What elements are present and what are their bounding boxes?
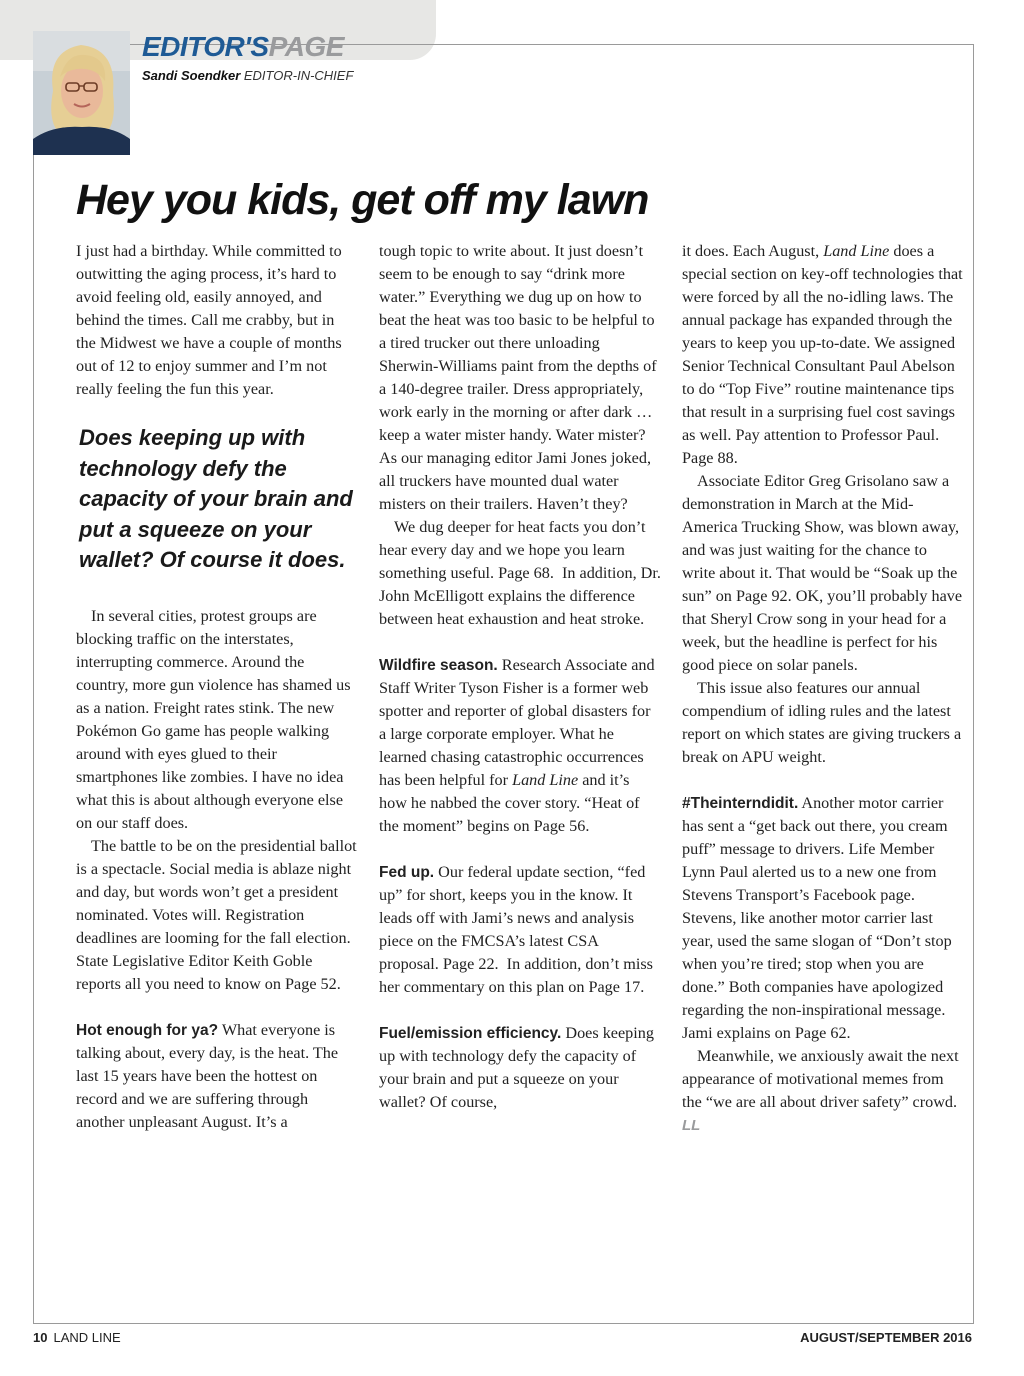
- paragraph: Wildfire season. Research Associate and Staff Writer Tyson Fisher is a former web spotter and reporter of global disasters for a large corporate employer. What he learned chasing catastrophic occurrences has been helpful for Land Line and it’s how he nabbed the cover story. “Heat of the moment” begins on Page 56.: [379, 656, 655, 835]
- paragraph: Hot enough for ya? What everyone is talking about, every day, is the heat. The last 15 years have been the hottest on record and we are suffering through another unpleasant August. It’s a: [76, 1020, 339, 1131]
- paragraph: The battle to be on the presidential ballot is a spectacle. Social media is ablaze night and day, but words won’t get a president nominated. Votes will. Registration deadlines are looming for the fall election. State Legislative Editor Keith Goble reports all you need to know on Page 52.: [76, 836, 357, 993]
- publication-title: LAND LINE: [53, 1330, 121, 1345]
- paragraph: I just had a birthday. While committed to outwitting the aging process, it’s hard to avoid feeling old, easily annoyed, and behind the times. Call me crabby, but in the Midwest we have a couple of months out of 12 to enjoy summer and I’m not really feeling the fun this year.: [76, 242, 342, 398]
- page-number: 10: [33, 1330, 48, 1345]
- pull-quote: Does keeping up with technology defy the capacity of your brain and put a squeeze on your wallet? Of course it does.: [79, 425, 353, 572]
- author-name: Sandi Soendker: [142, 68, 241, 83]
- section-lead-in: Hot enough for ya?: [76, 1021, 219, 1039]
- text-column-1: [76, 240, 358, 1134]
- paragraph: Fed up. Our federal update section, “fed up” for short, keeps you in the know. It leads off with Jami’s news and analysis piece on the FMCSA’s latest CSA proposal. Page 22. In addition, don’t miss her commentary on this plan on Page 17.: [379, 863, 653, 996]
- paragraph: Fuel/emission efficiency. Does keeping up with technology defy the capacity of your brain and put a squeeze on your wallet? Of course,: [379, 1024, 654, 1111]
- footer-left: [33, 1330, 121, 1345]
- byline: [142, 68, 353, 83]
- editor-photo: [33, 31, 130, 155]
- section-lead-in: #Theinterndidit.: [682, 795, 799, 812]
- section-lead-in: Wildfire season.: [379, 657, 498, 674]
- paragraph: Meanwhile, we anxiously await the next appearance of motivational memes from the “we are all about driver safety” crowd. LL: [682, 1047, 959, 1134]
- editor-portrait-image: [33, 31, 130, 155]
- issue-date: AUGUST/SEPTEMBER 2016: [800, 1330, 972, 1345]
- paragraph: In several cities, protest groups are blocking traffic on the interstates, interrupting commerce. Around the country, more gun violence has shamed us as a nation. Freight rates stink. The new Pokémon Go game has people walking around with eyes glued to their smartphones like zombies. I have no idea what this is about although everyone else on our staff does.: [76, 606, 351, 832]
- paragraph: #Theinterndidit. Another motor carrier has sent a “get back out there, you cream puff” message to drivers. Life Member Lynn Paul alerted us to a new one from Stevens Transport’s Facebook page. Stevens, like another motor carrier last year, used the same slogan of “Don’t stop when you’re tired; stop when you are done.” Both companies have apologized regarding the non-inspirational message. Jami explains on Page 62.: [682, 794, 952, 1042]
- paragraph: This issue also features our annual compendium of idling rules and the latest report on which states are giving truckers a break on APU weight.: [682, 679, 962, 766]
- text-column-2: [379, 240, 661, 1114]
- paragraph: We dug deeper for heat facts you don’t hear every day and we hope you learn something useful. Page 68. In addition, Dr. John McElligott explains the difference between heat exhaustion and heat stroke.: [379, 518, 661, 628]
- author-title: EDITOR-IN-CHIEF: [243, 68, 354, 83]
- editors-label-part2: PAGE: [268, 31, 344, 62]
- editors-page-label: [142, 30, 344, 64]
- paragraph: Associate Editor Greg Grisolano saw a demonstration in March at the Mid-America Trucking Show, was blown away, and was just waiting for the chance to write about it. That would be “Soak up the sun” on Page 92. OK, you’ll probably have that Sheryl Crow song in your head for a week, but the headline is perfect for his good piece on solar panels.: [682, 472, 963, 674]
- editors-label-part1: EDITOR'S: [142, 31, 269, 62]
- section-lead-in: Fed up.: [379, 864, 435, 881]
- end-mark-icon: LL: [682, 1117, 701, 1134]
- publication-name: Land Line: [823, 242, 890, 260]
- article-headline: Hey you kids, get off my lawn: [76, 176, 649, 224]
- paragraph: tough topic to write about. It just doesn’t seem to be enough to say “drink more water.” Everything we dug up on how to beat the heat was too basic to be helpful to a tired trucker out there unloading Sherwin-Williams paint from the depths of a 140-degree trailer. Dress appropriately, work early in the morning or after dark … keep a water mister handy. Water mister? As our managing editor Jami Jones joked, all truckers have mounted dual water misters on their trailers. Haven’t they?: [379, 242, 657, 513]
- publication-name: Land Line: [512, 771, 579, 789]
- section-lead-in: Fuel/emission efficiency.: [379, 1025, 562, 1042]
- paragraph: it does. Each August, Land Line does a special section on key-off technologies that were forced by all the no-idling laws. The annual package has expanded through the years to keep you up-to-date. We assigned Senior Technical Consultant Paul Abelson to do “Top Five” routine maintenance tips that result in a surprising fuel cost savings as well. Pay attention to Professor Paul. Page 88.: [682, 242, 963, 467]
- text-column-3: [682, 240, 964, 1137]
